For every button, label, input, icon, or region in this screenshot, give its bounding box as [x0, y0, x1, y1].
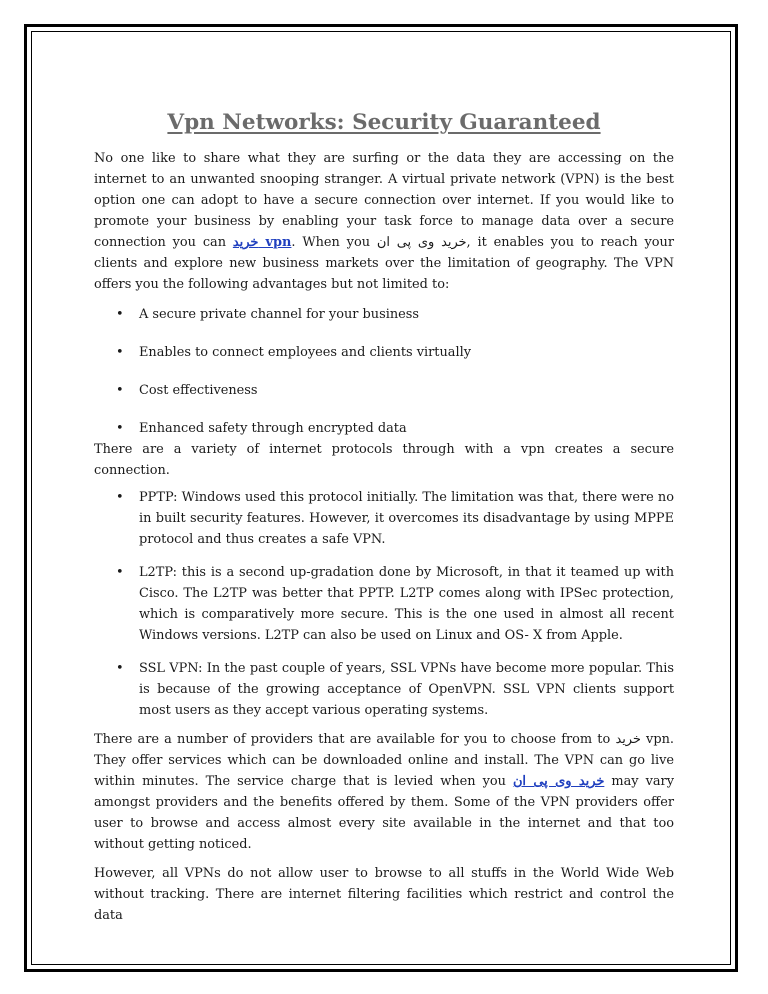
bullet-icon: • [116, 565, 124, 580]
intro-text-3: , it enables you to reach your clients and explore new business markets over the limitation of geography. The VPN offers you the following advantages but not limited to: [94, 235, 674, 292]
intro-paragraph [94, 148, 674, 295]
bullet-icon: • [116, 421, 124, 436]
list-item: • Cost effectiveness [94, 380, 674, 401]
buy-vpn-persian-link[interactable]: خرید وی پی ان [512, 774, 605, 789]
advantages-list [94, 304, 674, 439]
bullet-icon: • [116, 383, 124, 398]
providers-text-1: There are a number of providers that are available for you to choose from to [94, 732, 616, 747]
intro-text-2: . When you [291, 235, 377, 250]
list-item: • Enhanced safety through encrypted data [94, 418, 674, 439]
bullet-icon: • [116, 490, 124, 505]
buy-vpn-link[interactable]: خرید vpn [232, 235, 292, 250]
providers-text-3: may vary amongst providers and the benefits offered by them. Some of the VPN providers offer user to browse and access almost every site available in the internet and that too without getting noticed. [94, 774, 674, 852]
document-title: Vpn Networks: Security Guaranteed [167, 110, 601, 135]
list-item: • PPTP: Windows used this protocol initially. The limitation was that, there were no in built security features. However, it overcomes its disadvantage by using MPPE protocol and thus creates a safe VPN. [94, 487, 674, 550]
document-body [94, 108, 674, 926]
bullet-icon: • [116, 345, 124, 360]
bullet-icon: • [116, 307, 124, 322]
providers-paragraph [94, 729, 674, 855]
list-item: • A secure private channel for your business [94, 304, 674, 325]
protocols-list [94, 487, 674, 721]
list-item: • L2TP: this is a second up-gradation done by Microsoft, in that it teamed up with Cisco. The L2TP was better that PPTP. L2TP comes along with IPSec protection, which is comparatively more secure. This is the one used in almost all recent Windows versions. L2TP can also be used on Linux and OS- X from Apple. [94, 562, 674, 646]
list-item: • SSL VPN: In the past couple of years, SSL VPNs have become more popular. This is because of the growing acceptance of OpenVPN. SSL VPN clients support most users as they accept various operating systems. [94, 658, 674, 721]
protocols-intro: There are a variety of internet protocols through with a vpn creates a secure connection. [94, 442, 674, 478]
closing-paragraph: However, all VPNs do not allow user to browse to all stuffs in the World Wide Web without tracking. There are internet filtering facilities which restrict and control the data [94, 866, 674, 923]
providers-rtl-text: خرید vpn [615, 732, 670, 747]
bullet-icon: • [116, 661, 124, 676]
intro-rtl-text: خرید وی پی ان [376, 235, 467, 250]
intro-text-1: No one like to share what they are surfing or the data they are accessing on the internet to an unwanted snooping stranger. A virtual private network (VPN) is the best option one can adopt to have a secure connection over internet. If you would like to promote your business by enabling your task force to manage data over a secure connection you can [94, 151, 674, 250]
providers-text-2: . They offer services which can be downloaded online and install. The VPN can go live within minutes. The service charge that is levied when you [94, 732, 675, 789]
list-item: • Enables to connect employees and clients virtually [94, 342, 674, 363]
